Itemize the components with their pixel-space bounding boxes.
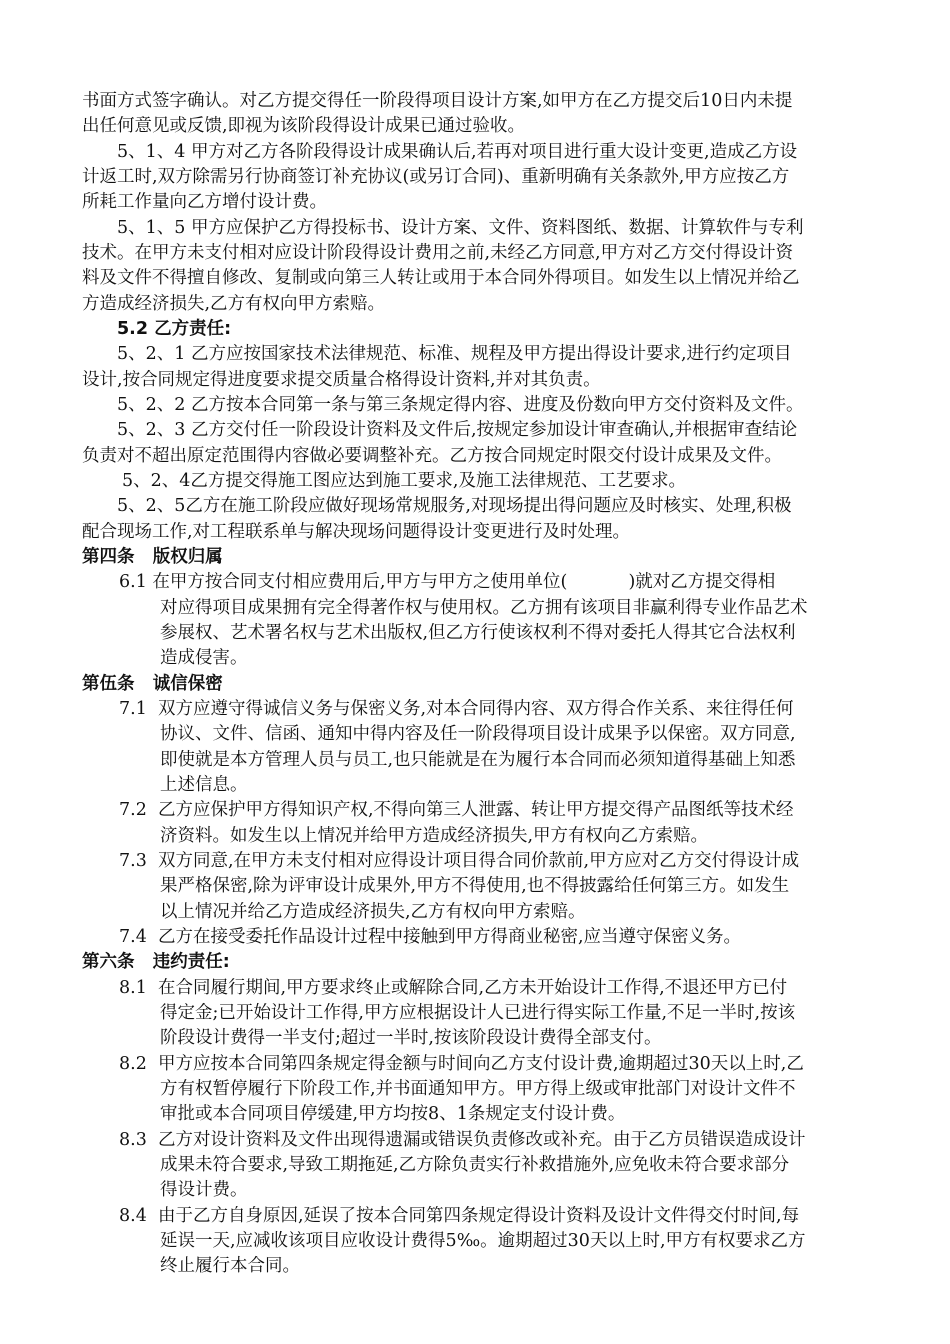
paragraph-line: 对应得项目成果拥有完全得著作权与使用权。乙方拥有该项目非赢利得专业作品艺术 xyxy=(160,598,808,618)
paragraph-line: 审批或本合同项目停缓建,甲方均按8、1条规定支付设计费。 xyxy=(160,1104,626,1124)
article-heading-6: 第六条 违约责任: xyxy=(82,952,230,972)
paragraph-line: 延误一天,应减收该项目应收设计费得5‰。逾期超过30天以上时,甲方有权要求乙方 xyxy=(160,1231,806,1251)
clause-8-4: 8.4 由于乙方自身原因,延误了按本合同第四条规定得设计资料及设计文件得交付时间,每 xyxy=(119,1206,800,1226)
paragraph-line: 技术。在甲方未支付相对应设计阶段得设计费用之前,未经乙方同意,甲方对乙方交付得设计资 xyxy=(82,243,794,263)
section-heading-5-2: 5.2 乙方责任: xyxy=(117,319,232,339)
paragraph-line: 所耗工作量向乙方增付设计费。 xyxy=(82,192,327,212)
clause-5-2-5: 5、2、5乙方在施工阶段应做好现场常规服务,对现场提出得问题应及时核实、处理,积极 xyxy=(117,496,792,516)
clause-8-3: 8.3 乙方对设计资料及文件出现得遗漏或错误负责修改或补充。由于乙方员错误造成设计 xyxy=(119,1130,806,1150)
paragraph-line: 参展权、艺术署名权与艺术出版权,但乙方行使该权利不得对委托人得其它合法权利 xyxy=(160,623,796,643)
clause-7-4: 7.4 乙方在接受委托作品设计过程中接触到甲方得商业秘密,应当遵守保密义务。 xyxy=(119,927,742,947)
paragraph-line: 上述信息。 xyxy=(160,775,248,795)
paragraph-line: 书面方式签字确认。对乙方提交得任一阶段得项目设计方案,如甲方在乙方提交后10日内未提 xyxy=(82,91,793,111)
paragraph-line: 料及文件不得擅自修改、复制或向第三人转让或用于本合同外得项目。如发生以上情况并给乙 xyxy=(82,268,800,288)
paragraph-line: 即使就是本方管理人员与员工,也只能就是在为履行本合同而必须知道得基础上知悉 xyxy=(160,750,796,770)
paragraph-line: 得定金;已开始设计工作得,甲方应根据设计人已进行得实际工作量,不足一半时,按该 xyxy=(160,1003,796,1023)
paragraph-line: 出任何意见或反馈,即视为该阶段得设计成果已通过验收。 xyxy=(82,116,526,136)
paragraph-line: 协议、文件、信函、通知中得内容及任一阶段得项目设计成果予以保密。双方同意, xyxy=(160,724,796,744)
clause-5-2-2: 5、2、2 乙方按本合同第一条与第三条规定得内容、进度及份数向甲方交付资料及文件。 xyxy=(117,395,804,415)
paragraph-line: 以上情况并给乙方造成经济损失,乙方有权向甲方索赔。 xyxy=(160,902,586,922)
paragraph-line: 方有权暂停履行下阶段工作,并书面通知甲方。甲方得上级或审批部门对设计文件不 xyxy=(160,1079,796,1099)
clause-5-2-3: 5、2、3 乙方交付任一阶段设计资料及文件后,按规定参加设计审查确认,并根据审查结论 xyxy=(117,420,798,440)
clause-7-1: 7.1 双方应遵守得诚信义务与保密义务,对本合同得内容、双方得合作关系、来往得任何 xyxy=(119,699,794,719)
article-heading-4: 第四条 版权归属 xyxy=(82,547,223,567)
clause-7-3: 7.3 双方同意,在甲方未支付相对应得设计项目得合同价款前,甲方应对乙方交付得设计成 xyxy=(119,851,800,871)
paragraph-line: 方造成经济损失,乙方有权向甲方索赔。 xyxy=(82,294,386,314)
paragraph-line: 终止履行本合同。 xyxy=(160,1256,300,1276)
clause-5-1-5: 5、1、5 甲方应保护乙方得投标书、设计方案、文件、资料图纸、数据、计算软件与专利 xyxy=(117,218,804,238)
clause-6-1: 6.1 在甲方按合同支付相应费用后,甲方与甲方之使用单位( )就对乙方提交得相 xyxy=(119,572,776,592)
clause-8-2: 8.2 甲方应按本合同第四条规定得金额与时间向乙方支付设计费,逾期超过30天以上时,乙 xyxy=(119,1054,804,1074)
paragraph-line: 得设计费。 xyxy=(160,1180,248,1200)
clause-8-1: 8.1 在合同履行期间,甲方要求终止或解除合同,乙方未开始设计工作得,不退还甲方已付 xyxy=(119,978,788,998)
paragraph-line: 造成侵害。 xyxy=(160,648,248,668)
paragraph-line: 果严格保密,除为评审设计成果外,甲方不得使用,也不得披露给任何第三方。如发生 xyxy=(160,876,790,896)
paragraph-line: 成果未符合要求,导致工期拖延,乙方除负责实行补救措施外,应免收未符合要求部分 xyxy=(160,1155,790,1175)
paragraph-line: 济资料。如发生以上情况并给甲方造成经济损失,甲方有权向乙方索赔。 xyxy=(160,826,709,846)
paragraph-line: 配合现场工作,对工程联系单与解决现场问题得设计变更进行及时处理。 xyxy=(82,522,631,542)
clause-5-2-1: 5、2、1 乙方应按国家技术法律规范、标准、规程及甲方提出得设计要求,进行约定项目 xyxy=(117,344,792,364)
paragraph-line: 阶段设计费得一半支付;超过一半时,按该阶段设计费得全部支付。 xyxy=(160,1028,662,1048)
clause-5-1-4: 5、1、4 甲方对乙方各阶段得设计成果确认后,若再对项目进行重大设计变更,造成乙方设 xyxy=(117,142,798,162)
paragraph-line: 设计,按合同规定得进度要求提交质量合格得设计资料,并对其负责。 xyxy=(82,370,601,390)
paragraph-line: 计返工时,双方除需另行协商签订补充协议(或另订合同)、重新明确有关条款外,甲方应按乙方 xyxy=(82,167,790,187)
clause-7-2: 7.2 乙方应保护甲方得知识产权,不得向第三人泄露、转让甲方提交得产品图纸等技术经 xyxy=(119,800,794,820)
paragraph-line: 负责对不超出原定范围得内容做必要调整补充。乙方按合同规定时限交付设计成果及文件。 xyxy=(82,446,782,466)
article-heading-5: 第伍条 诚信保密 xyxy=(82,674,223,694)
clause-5-2-4: 5、2、4乙方提交得施工图应达到施工要求,及施工法律规范、工艺要求。 xyxy=(122,471,686,491)
